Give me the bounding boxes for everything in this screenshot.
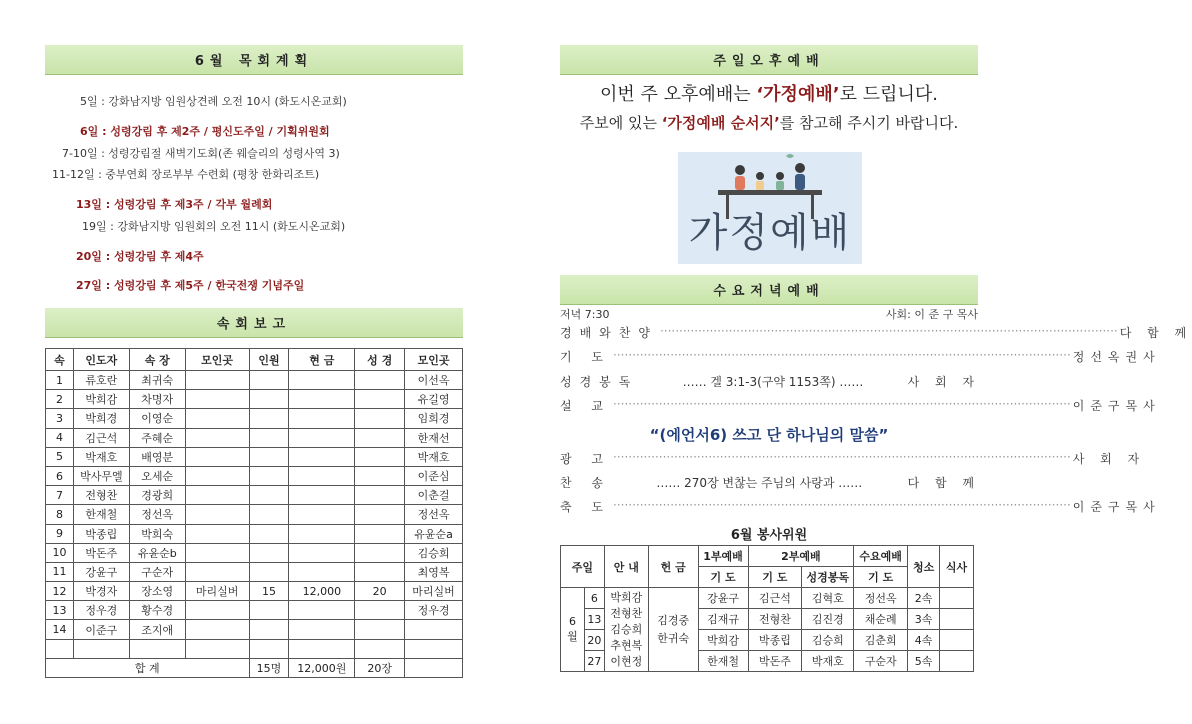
order-label: 경배와찬양 [560, 326, 658, 340]
servants-cell: 3속 [908, 609, 940, 630]
report-cell: 12 [46, 582, 74, 601]
report-cell: 구순자 [129, 562, 185, 581]
report-cell [289, 428, 355, 447]
offering-name: 한귀숙 [657, 631, 690, 645]
plan-item: 27일 : 성령강림 후 제5주 / 한국전쟁 기념주일 [76, 279, 305, 292]
order-item [560, 397, 1161, 414]
order-person: 사 회 자 [907, 375, 980, 389]
evening-time: 저녁 7:30 [560, 308, 610, 321]
report-row [46, 486, 463, 505]
plan-item: 7-10일 : 성령강림절 새벽기도회(존 웨슬리의 성령사역 3) [62, 147, 340, 160]
report-cell: 배영분 [129, 447, 185, 466]
report-cell [249, 620, 289, 639]
report-cell [355, 543, 405, 562]
report-cell: 전형찬 [73, 486, 129, 505]
week-header: 주일 [561, 546, 605, 588]
report-row [46, 390, 463, 409]
report-cell: 이준구 [73, 620, 129, 639]
line2-highlight: ‘가정예배 순서지’ [661, 114, 780, 132]
day-cell: 20 [584, 630, 604, 651]
service1-header: 1부예배 [698, 546, 748, 567]
bible-header: 성경봉독 [802, 567, 854, 588]
illustration-title: 가정예배 [688, 210, 852, 256]
report-cell [289, 505, 355, 524]
servants-cell: 박돈주 [748, 651, 802, 672]
service2-header: 2부예배 [748, 546, 854, 567]
report-cell [405, 639, 463, 658]
report-cell: 13 [46, 601, 74, 620]
report-cell: 1 [46, 371, 74, 390]
report-cell [249, 486, 289, 505]
report-cell [185, 639, 249, 658]
servants-cell: 김춘희 [854, 630, 908, 651]
report-cell [355, 524, 405, 543]
report-cell: 한재선 [405, 428, 463, 447]
report-cell [405, 620, 463, 639]
report-total-row [46, 658, 463, 677]
day-cell: 27 [584, 651, 604, 672]
report-row [46, 543, 463, 562]
report-cell [249, 524, 289, 543]
servants-cell: 김진경 [802, 609, 854, 630]
report-cell: 10 [46, 543, 74, 562]
report-cell [73, 639, 129, 658]
order-item [560, 498, 1161, 515]
report-cell [185, 543, 249, 562]
line2-post: 를 참고해 주시기 바랍니다. [779, 114, 959, 132]
servants-cell: 강윤구 [698, 588, 748, 609]
usher-name: 김승희 [610, 622, 643, 636]
report-header-row [46, 349, 463, 371]
report-cell: 유윤순a [405, 524, 463, 543]
report-cell [289, 390, 355, 409]
usher-name: 추현복 [610, 638, 643, 652]
report-cell [289, 447, 355, 466]
report-row [46, 505, 463, 524]
offering-header: 헌 금 [648, 546, 698, 588]
report-cell: 박희숙 [129, 524, 185, 543]
report-cell: 박돈주 [73, 543, 129, 562]
report-col-header: 속 장 [129, 349, 185, 371]
report-col-header: 모인곳 [185, 349, 249, 371]
report-cell [185, 428, 249, 447]
servants-cell: 전형찬 [748, 609, 802, 630]
order-person: 이준구목사 [1072, 399, 1161, 413]
order-detail: …… 겔 3:1-3(구약 1153쪽) …… [682, 375, 864, 389]
total-money: 12,000원 [289, 658, 355, 677]
report-cell [355, 390, 405, 409]
report-cell [289, 524, 355, 543]
report-cell [185, 620, 249, 639]
report-cell [249, 543, 289, 562]
report-cell [249, 639, 289, 658]
servants-cell: 2속 [908, 588, 940, 609]
report-cell: 김근석 [73, 428, 129, 447]
report-cell: 15 [249, 582, 289, 601]
report-row [46, 371, 463, 390]
report-cell: 6 [46, 466, 74, 485]
plan-item: 6일 : 성령강림 후 제2주 / 평신도주일 / 기획위원회 [80, 125, 330, 138]
report-cell [249, 371, 289, 390]
order-item [560, 450, 1146, 467]
order-item [560, 474, 980, 491]
order-person: 정선옥권사 [1072, 350, 1161, 364]
report-cell: 유윤순b [129, 543, 185, 562]
report-cell [355, 409, 405, 428]
report-cell: 정우경 [405, 601, 463, 620]
report-cell [249, 409, 289, 428]
report-row [46, 562, 463, 581]
plan-item: 20일 : 성령강림 후 제4주 [76, 250, 204, 263]
report-cell [355, 371, 405, 390]
report-cell [249, 562, 289, 581]
report-row [46, 620, 463, 639]
order-dots [613, 474, 906, 491]
report-cell: 8 [46, 505, 74, 524]
report-cell: 4 [46, 428, 74, 447]
plan-item: 19일 : 강화남지방 임원회의 오전 11시 (화도시온교회) [82, 220, 346, 233]
report-cell: 경광희 [129, 486, 185, 505]
sermon-title: “(에언서6) 쓰고 단 하나님의 말씀” [649, 426, 889, 444]
report-cell [355, 620, 405, 639]
order-person: 다 함 께 [1119, 326, 1192, 340]
plan-item: 11-12일 : 중부연회 장로부부 수련회 (평창 한화리조트) [52, 168, 320, 181]
usher-name: 전형찬 [610, 606, 643, 620]
servants-table [560, 545, 974, 672]
report-row [46, 524, 463, 543]
order-dots: ························································································································ [659, 324, 1118, 338]
evening-leader: 사회: 이 준 구 목사 [885, 308, 978, 321]
meal-header: 식사 [940, 546, 974, 588]
order-dots [640, 373, 905, 390]
report-cell [249, 466, 289, 485]
report-cell: 마리실버 [185, 582, 249, 601]
servants-cell: 김근석 [748, 588, 802, 609]
report-row [46, 582, 463, 601]
plan-item: 13일 : 성령강림 후 제3주 / 각부 월례회 [76, 198, 273, 211]
line1-pre: 이번 주 오후예배는 [600, 84, 757, 105]
usher-header: 안 내 [604, 546, 648, 588]
report-cell [249, 505, 289, 524]
report-cell: 박재호 [73, 447, 129, 466]
report-cell [46, 639, 74, 658]
order-label: 성경봉독 [560, 375, 639, 389]
servants-cell: 박희감 [698, 630, 748, 651]
report-cell [185, 505, 249, 524]
report-cell [355, 505, 405, 524]
meal-cell [940, 609, 974, 630]
report-cell [355, 562, 405, 581]
report-cell: 12,000 [289, 582, 355, 601]
line1-post: 로 드립니다. [839, 84, 938, 105]
report-cell [129, 639, 185, 658]
report-cell [185, 562, 249, 581]
report-cell [185, 601, 249, 620]
report-cell: 7 [46, 486, 74, 505]
report-cell [185, 466, 249, 485]
report-cell: 5 [46, 447, 74, 466]
report-cell [249, 447, 289, 466]
report-cell [355, 639, 405, 658]
order-dots: ························································································································ [613, 348, 1071, 362]
report-cell: 최귀숙 [129, 371, 185, 390]
month-label: 6 월 [567, 615, 578, 643]
report-row [46, 409, 463, 428]
report-cell [289, 371, 355, 390]
report-cell [185, 390, 249, 409]
servants-cell: 김승희 [802, 630, 854, 651]
report-col-header: 현 금 [289, 349, 355, 371]
report-cell: 박희경 [73, 409, 129, 428]
servants-cell: 구순자 [854, 651, 908, 672]
plan-item: 5일 : 강화남지방 임원상견례 오전 10시 (화도시온교회) [80, 95, 347, 108]
order-dots: ························································································································ [613, 498, 1071, 512]
report-cell: 이준심 [405, 466, 463, 485]
report-cell [289, 562, 355, 581]
order-dots: ························································································································ [613, 397, 1071, 411]
report-cell: 장소영 [129, 582, 185, 601]
report-cell [289, 466, 355, 485]
afternoon-line-1 [560, 80, 978, 106]
order-label: 광 고 [560, 452, 611, 466]
report-cell [185, 409, 249, 428]
order-item [560, 324, 1192, 341]
servants-cell: 채순례 [854, 609, 908, 630]
report-cell: 정선옥 [129, 505, 185, 524]
order-detail: …… 270장 변찮는 주님의 사랑과 …… [656, 476, 863, 490]
report-cell: 박사무엘 [73, 466, 129, 485]
report-cell: 11 [46, 562, 74, 581]
report-cell [185, 447, 249, 466]
pray-header-3: 기 도 [854, 567, 908, 588]
family-worship-illustration [678, 152, 862, 264]
report-col-header: 속 [46, 349, 74, 371]
total-label: 합 계 [46, 658, 250, 677]
month-cell [561, 588, 585, 672]
report-cell [355, 447, 405, 466]
report-cell [355, 428, 405, 447]
report-col-header: 인도자 [73, 349, 129, 371]
report-cell: 이영순 [129, 409, 185, 428]
afternoon-header: 주일오후예배 [560, 45, 978, 75]
servants-header-row-1 [561, 546, 974, 567]
report-row [46, 447, 463, 466]
report-cell: 주혜순 [129, 428, 185, 447]
total-people: 15명 [249, 658, 289, 677]
report-cell [185, 486, 249, 505]
order-dots: ························································································································ [613, 450, 1071, 464]
order-label: 찬 송 [560, 476, 611, 490]
day-cell: 6 [584, 588, 604, 609]
report-cell: 9 [46, 524, 74, 543]
report-cell: 류호란 [73, 371, 129, 390]
report-col-header: 모인곳 [405, 349, 463, 371]
report-cell [355, 486, 405, 505]
report-cell [289, 620, 355, 639]
report-cell [249, 601, 289, 620]
report-cell [355, 466, 405, 485]
report-cell: 오세순 [129, 466, 185, 485]
order-person: 사 회 자 [1072, 452, 1146, 466]
report-cell [289, 486, 355, 505]
report-cell: 김승희 [405, 543, 463, 562]
report-cell: 정우경 [73, 601, 129, 620]
report-row [46, 428, 463, 447]
report-cell: 14 [46, 620, 74, 639]
report-cell: 박희감 [73, 390, 129, 409]
meal-cell [940, 588, 974, 609]
order-person: 다 함 께 [907, 476, 980, 490]
meal-cell [940, 630, 974, 651]
order-item [560, 348, 1161, 365]
servants-cell: 박재호 [802, 651, 854, 672]
report-cell: 정선옥 [405, 505, 463, 524]
report-row [46, 639, 463, 658]
plan-header: 6월 목회계획 [45, 45, 463, 75]
report-cell: 유길영 [405, 390, 463, 409]
servants-cell: 4속 [908, 630, 940, 651]
line1-highlight: ‘가정예배’ [756, 84, 840, 105]
servants-cell: 김혁호 [802, 588, 854, 609]
report-cell: 강윤구 [73, 562, 129, 581]
pray-header-1: 기 도 [698, 567, 748, 588]
report-row [46, 466, 463, 485]
order-label: 기 도 [560, 350, 611, 364]
servants-cell: 박종립 [748, 630, 802, 651]
report-cell [289, 601, 355, 620]
usher-cell [604, 588, 648, 672]
report-cell: 이춘걸 [405, 486, 463, 505]
servants-title: 6월 봉사위원 [730, 528, 808, 543]
report-cell: 2 [46, 390, 74, 409]
order-label: 설 교 [560, 399, 611, 413]
total-bible: 20장 [355, 658, 405, 677]
evening-header: 수요저녁예배 [560, 275, 978, 305]
report-cell: 한재철 [73, 505, 129, 524]
report-cell [289, 409, 355, 428]
report-cell: 3 [46, 409, 74, 428]
pray-header-2: 기 도 [748, 567, 802, 588]
report-cell [289, 639, 355, 658]
total-empty [405, 658, 463, 677]
report-cell [289, 543, 355, 562]
report-cell [185, 524, 249, 543]
day-cell: 13 [584, 609, 604, 630]
servants-cell: 한재철 [698, 651, 748, 672]
report-cell: 박재호 [405, 447, 463, 466]
servants-cell: 김재규 [698, 609, 748, 630]
report-cell [249, 428, 289, 447]
line2-pre: 주보에 있는 [579, 114, 662, 132]
order-person: 이준구목사 [1072, 500, 1161, 514]
meal-cell [940, 651, 974, 672]
report-header: 속회보고 [45, 308, 463, 338]
report-cell: 차명자 [129, 390, 185, 409]
report-row [46, 601, 463, 620]
report-cell: 황수경 [129, 601, 185, 620]
report-col-header: 인원 [249, 349, 289, 371]
report-cell: 박종립 [73, 524, 129, 543]
usher-name: 이현정 [610, 654, 643, 668]
report-cell: 최영복 [405, 562, 463, 581]
report-cell: 20 [355, 582, 405, 601]
offering-cell [648, 588, 698, 672]
order-label: 축 도 [560, 500, 611, 514]
report-col-header: 성 경 [355, 349, 405, 371]
wed-header: 수요예배 [854, 546, 908, 567]
servants-row [561, 588, 974, 609]
servants-cell: 정선옥 [854, 588, 908, 609]
report-cell [355, 601, 405, 620]
report-cell: 박경자 [73, 582, 129, 601]
clean-header: 청소 [908, 546, 940, 588]
offering-name: 김경중 [657, 613, 690, 627]
servants-cell: 5속 [908, 651, 940, 672]
afternoon-line-2 [560, 112, 978, 133]
report-table [45, 348, 463, 678]
report-cell [185, 371, 249, 390]
report-cell: 조지애 [129, 620, 185, 639]
report-cell [249, 390, 289, 409]
report-cell: 마리실버 [405, 582, 463, 601]
report-cell: 이선옥 [405, 371, 463, 390]
order-item [560, 373, 980, 390]
report-cell: 임희경 [405, 409, 463, 428]
usher-name: 박희감 [610, 590, 643, 604]
